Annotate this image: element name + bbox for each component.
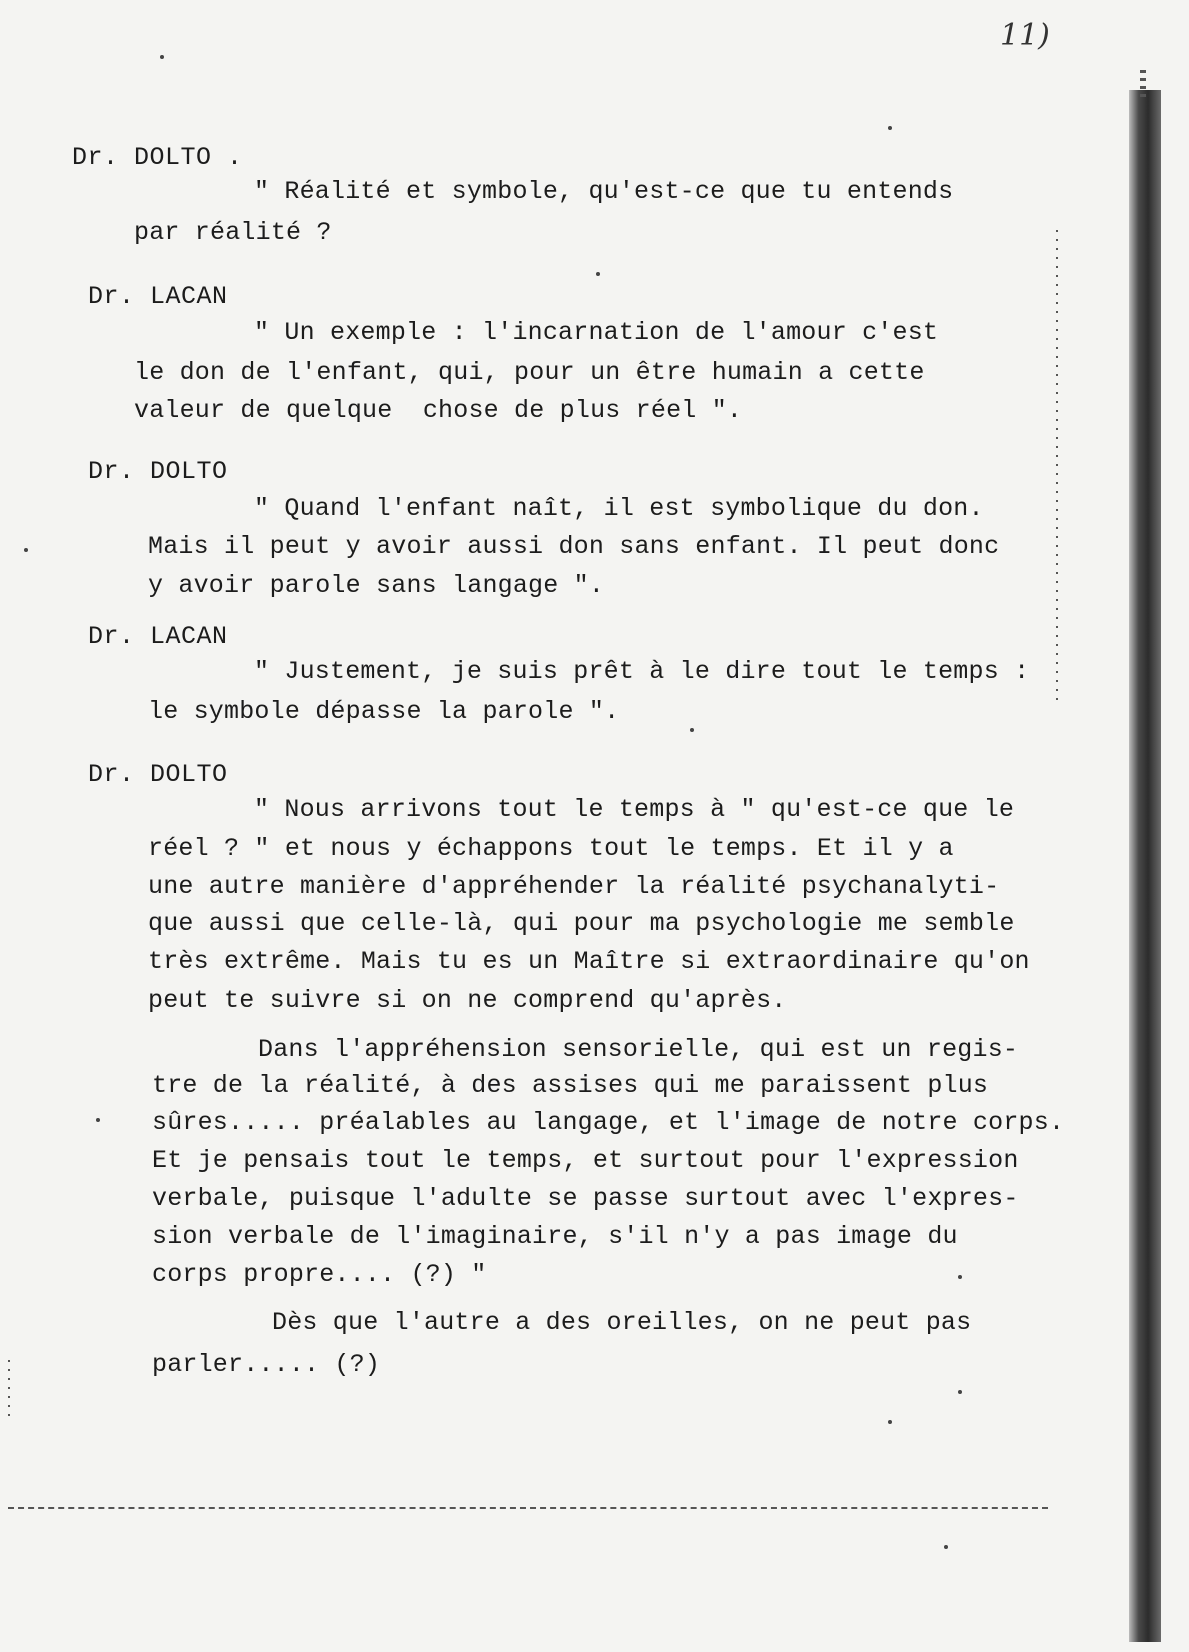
text-line: valeur de quelque chose de plus réel ". (134, 396, 743, 425)
text-line: y avoir parole sans langage ". (148, 571, 605, 600)
scan-edge-noise (1140, 70, 1146, 100)
text-line: verbale, puisque l'adulte se passe surtout avec l'expres- (152, 1184, 1019, 1213)
text-line: tre de la réalité, à des assises qui me paraissent plus (152, 1071, 989, 1100)
speaker-label: Dr. DOLTO (88, 457, 228, 486)
scan-speck (596, 272, 600, 276)
text-line: " Nous arrivons tout le temps à " qu'est-ce que le (254, 795, 1015, 824)
scan-edge-shadow (1129, 90, 1161, 1642)
text-line: très extrême. Mais tu es un Maître si extraordinaire qu'on (148, 947, 1030, 976)
scan-margin-dots (8, 1360, 10, 1420)
scan-speck (958, 1275, 962, 1279)
scan-speck (96, 1118, 100, 1122)
scan-speck (690, 728, 694, 732)
text-line: le don de l'enfant, qui, pour un être humain a cette (134, 358, 925, 387)
text-line: " Un exemple : l'incarnation de l'amour c'est (254, 318, 939, 347)
page-number: 11) (1000, 18, 1050, 53)
text-line: " Quand l'enfant naît, il est symbolique du don. (254, 494, 984, 523)
scan-speck (888, 1420, 892, 1424)
scan-speck (24, 548, 28, 552)
text-line: Mais il peut y avoir aussi don sans enfant. Il peut donc (148, 532, 1000, 561)
speaker-label: Dr. LACAN (88, 282, 228, 311)
bottom-rule (8, 1507, 1048, 1509)
text-line: le symbole dépasse la parole ". (148, 697, 620, 726)
text-line: " Justement, je suis prêt à le dire tout le temps : (254, 657, 1030, 686)
text-line: par réalité ? (134, 218, 332, 247)
text-line: peut te suivre si on ne comprend qu'après. (148, 986, 787, 1015)
text-line: sûres..... préalables au langage, et l'image de notre corps. (152, 1108, 1065, 1137)
scan-speck (958, 1390, 962, 1394)
text-line: Dans l'appréhension sensorielle, qui est un regis- (258, 1035, 1019, 1064)
text-line: corps propre.... (?) " (152, 1260, 487, 1289)
text-line: Dès que l'autre a des oreilles, on ne peut pas (272, 1308, 972, 1337)
text-line: parler..... (?) (152, 1350, 381, 1379)
speaker-label: Dr. DOLTO . (72, 143, 243, 172)
scan-speck (160, 55, 164, 59)
text-line: réel ? " et nous y échappons tout le temps. Et il y a (148, 834, 954, 863)
text-line: une autre manière d'appréhender la réalité psychanalyti- (148, 872, 1000, 901)
speaker-label: Dr. LACAN (88, 622, 228, 651)
text-line: sion verbale de l'imaginaire, s'il n'y a pas image du (152, 1222, 958, 1251)
text-line: Et je pensais tout le temps, et surtout pour l'expression (152, 1146, 1019, 1175)
scan-margin-dots (1056, 230, 1058, 700)
text-line: " Réalité et symbole, qu'est-ce que tu entends (254, 177, 954, 206)
scan-speck (944, 1545, 948, 1549)
speaker-label: Dr. DOLTO (88, 760, 228, 789)
text-line: que aussi que celle-là, qui pour ma psychologie me semble (148, 909, 1015, 938)
scan-speck (888, 126, 892, 130)
